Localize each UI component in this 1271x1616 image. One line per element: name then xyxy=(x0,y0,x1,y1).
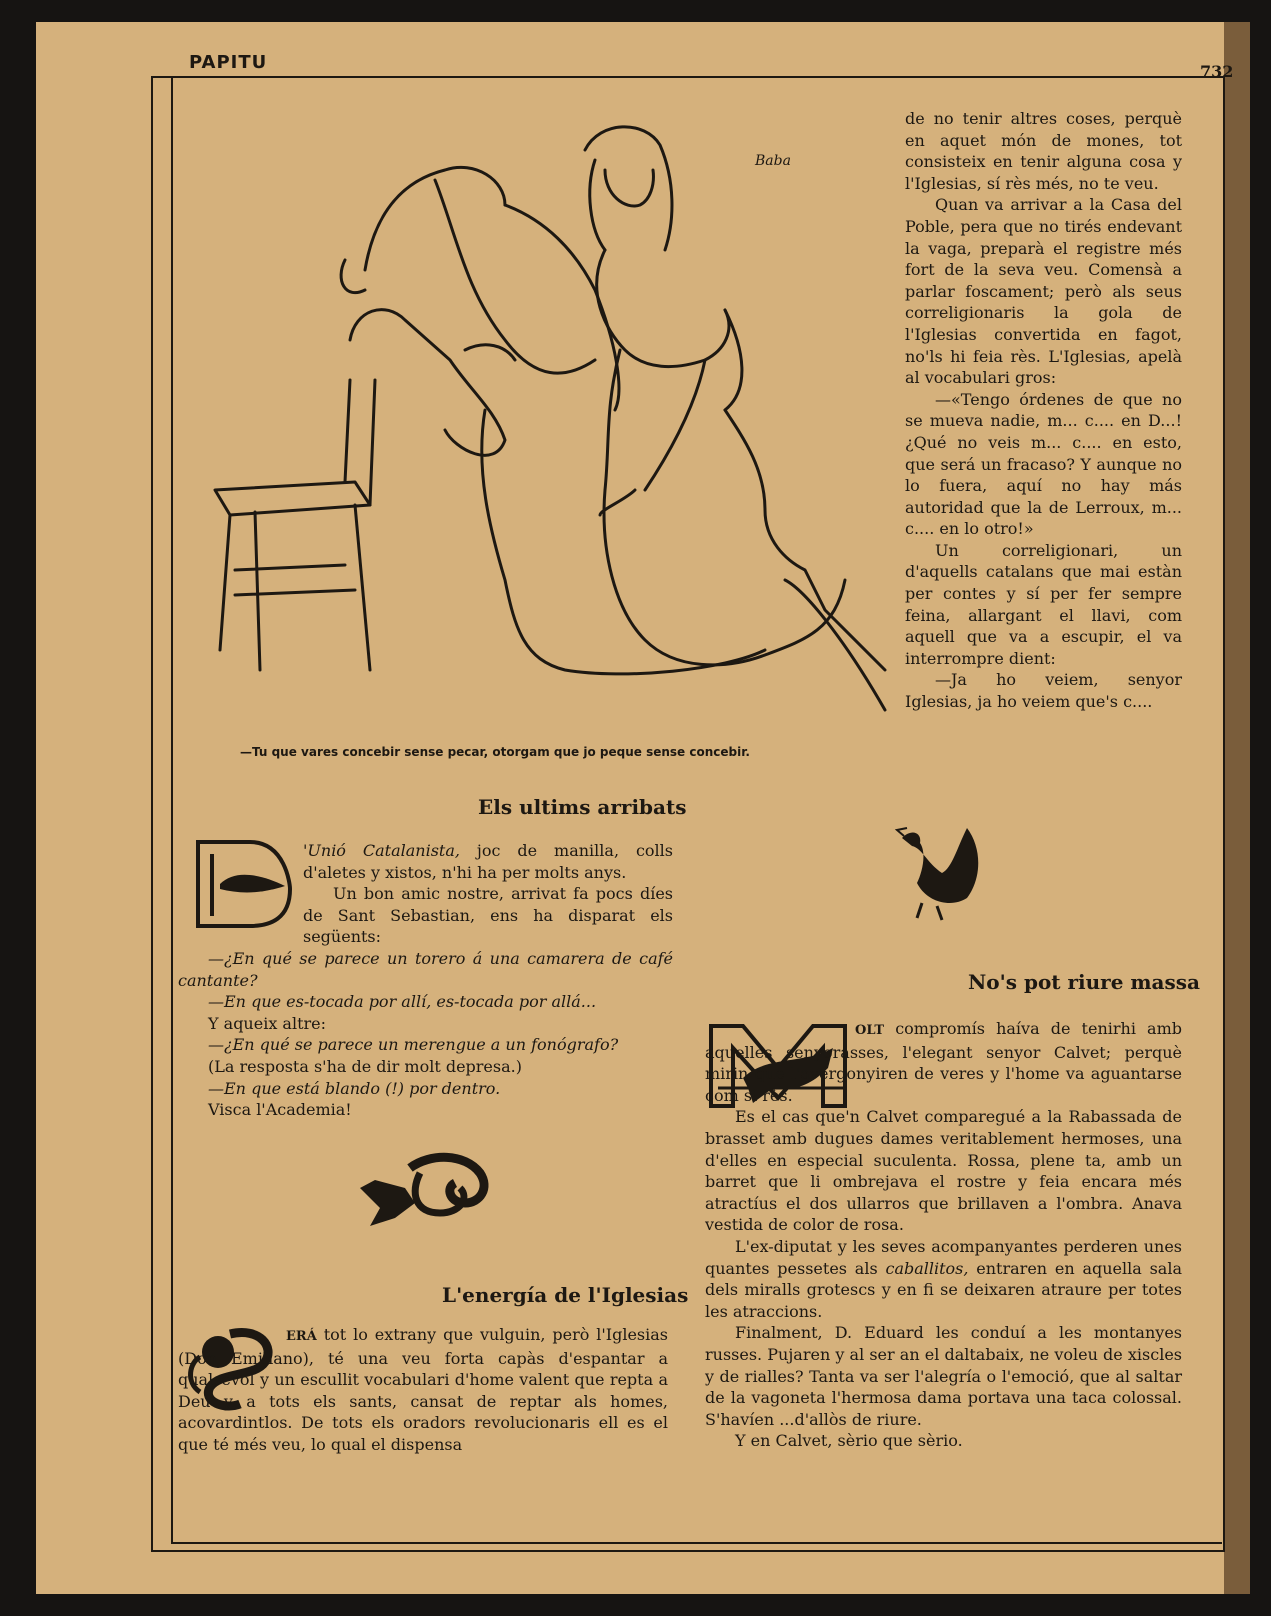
paragraph: Y aqueix altre: xyxy=(208,1013,327,1033)
paragraph: Y en Calvet, sèrio que sèrio. xyxy=(735,1431,963,1451)
answer-text: —En que está blando (!) por dentro. xyxy=(208,1078,501,1098)
page-number: 732 xyxy=(1200,62,1234,81)
magazine-title: PAPITU xyxy=(189,52,268,73)
svg-text:D: D xyxy=(198,926,199,927)
paragraph xyxy=(178,1324,668,1456)
answer xyxy=(178,1078,673,1100)
illustrator-signature: Baba xyxy=(755,153,791,169)
paragraph: Es el cas que'n Calvet comparegué a la Rabassada de brasset amb dugues dames veritablement hermoses, una d'elles en especial suculenta. Rossa, plene ta, amb un barret que li ombrejava el rostre y feia encara més atractíus el dos ullarros que brillaven a l'ombra. Anava vestida de color de rosa. xyxy=(705,1107,1182,1235)
paragraph: Quan va arrivar a la Casa del Poble, pera que no tirés endevant la vaga, preparà el registre més fort de la seva veu. Comensà a parlar foscament; però als seus correligionaris la gola de l'Iglesias convertida en fagot, no'ls hi feia rès. L'Iglesias, apelà al vocabulari gros: xyxy=(905,195,1182,388)
paragraph: (La resposta s'ha de dir molt depresa.) xyxy=(208,1056,522,1076)
lead-caps: ERÁ xyxy=(286,1329,317,1344)
paragraph-italic: caballitos, xyxy=(885,1258,969,1278)
question-text: —¿En qué se parece un merengue a un fonógrafo? xyxy=(208,1035,619,1055)
cartoon-illustration xyxy=(205,110,905,730)
article-body xyxy=(178,1324,668,1456)
article-title: Els ultims arribats xyxy=(478,795,687,819)
paragraph-text: L'ex-diputat y les seves acompanyantes perderen unes quantes pessetes als xyxy=(705,1236,1182,1278)
next-page-edge xyxy=(1224,22,1250,1594)
paragraph xyxy=(178,840,673,883)
answer-text: —En que es-tocada por allí, es-tocada por allá... xyxy=(208,992,597,1012)
lead-italic: 'Unió Catalanista, xyxy=(303,841,460,860)
article-body xyxy=(178,840,673,1121)
lead-text: tot lo extrany que vulguin, però l'Iglesias (Don Emiliano), té una veu forta capàs d'espantar a qualsevol y un escullit vocabulari d'home valent que repta a Deu y a tots els sants, cansat de reptar als homes, acovardintlos. De tots els oradors revolucionaris ell es el que té més veu, lo qual el dispensa xyxy=(178,1325,668,1454)
answer xyxy=(178,991,673,1013)
article-title: No's pot riure massa xyxy=(968,970,1200,994)
animals-ornament-icon xyxy=(350,1148,495,1228)
article-title: L'energía de l'Iglesias xyxy=(442,1283,689,1307)
lead-caps: OLT xyxy=(855,1023,885,1038)
question xyxy=(178,1034,673,1056)
question-text: —¿En qué se parece un torero á una camarera de café cantante? xyxy=(178,948,673,990)
paragraph: Un bon amic nostre, arrivat fa pocs díes de Sant Sebastian, ens ha disparat els següents: xyxy=(303,884,673,947)
question xyxy=(178,948,673,991)
paragraph xyxy=(705,1236,1182,1322)
paragraph: Finalment, D. Eduard les conduí a les montanyes russes. Pujaren y al ser an el daltabaix, ne voleu de xiscles y de rialles? Tanta va ser l'alegría o l'emoció, que al saltar de la vagoneta l'hermosa dama portava una taca colossal. S'havíen ...d'allòs de riure. xyxy=(705,1323,1182,1429)
paragraph: de no tenir altres coses, perquè en aquet món de mones, tot consisteix en tenir alguna cosa y l'Iglesias, sí rès més, no te veu. xyxy=(905,109,1182,193)
paragraph: Visca l'Academia! xyxy=(208,1100,352,1120)
article-body xyxy=(705,1018,1182,1452)
paragraph xyxy=(705,1018,1182,1106)
paragraph-text: entraren en aquella sala dels miralls grotescs y en fi se deixaren atraure per totes les atraccions. xyxy=(705,1258,1182,1321)
lead-text: joc de manilla, colls d'aletes y xistos, n'hi ha per molts anys. xyxy=(303,841,673,882)
illustration-caption: —Tu que vares concebir sense pecar, otorgam que jo peque sense concebir. xyxy=(240,745,750,759)
right-column xyxy=(905,108,1182,713)
paragraph: Un correligionari, un d'aquells catalans que mai estàn per contes y sí per fer sempre feina, allargant el llavi, com aquell que va a escupir, el va interrompre dient: xyxy=(905,540,1182,668)
lead-text: compromís haíva de tenirhi amb aquelles senyorasses, l'elegant senyor Calvet; perquè mirin que l'avergonyiren de veres y l'home va aguantarse com si rès. xyxy=(705,1019,1182,1105)
rooster-ornament-icon xyxy=(882,818,992,928)
paragraph: —Ja ho veiem, senyor Iglesias, ja ho veiem que's c.... xyxy=(905,670,1182,712)
paragraph: —«Tengo órdenes de que no se mueva nadie, m... c.... en D...! ¿Qué no veis m... c.... en esto, que será un fracaso? Y aunque no lo fuera, aquí no hay más autoridad que la de Lerroux, m... c.... en lo otro!» xyxy=(905,389,1182,539)
